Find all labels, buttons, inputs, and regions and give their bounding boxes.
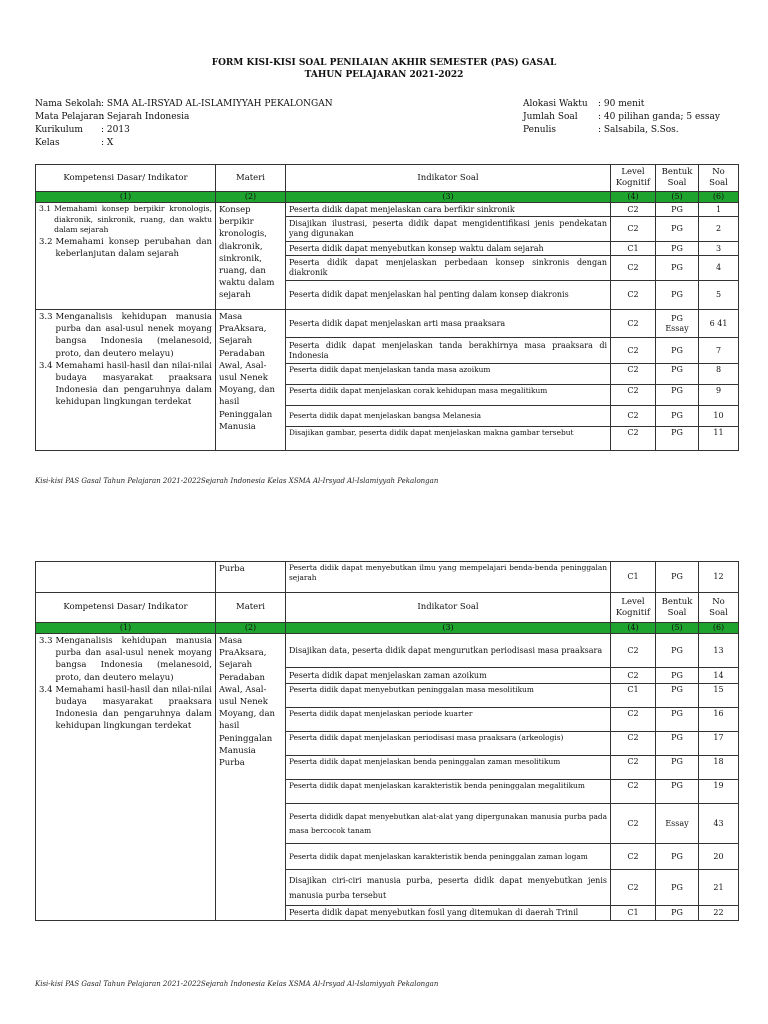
level-cell: C2 [611,406,656,427]
col-number: (2) [216,623,286,634]
kd-number: 3.3 [39,312,53,322]
level-cell: C2 [611,385,656,406]
level-cell: C2 [611,364,656,385]
no-cell: 43 [699,804,739,844]
indikator-cell: Peserta didik dapat menyebutkan ilmu yang mempelajari benda-benda peninggalan sejarah [286,562,611,593]
indikator-cell: Peserta didik dapat menyebutkan konsep waktu dalam sejarah [286,242,611,256]
kisi-kisi-table-page1 [35,164,739,451]
indikator-cell: Peserta didik dapat menjelaskan karakteristik benda peninggalan zaman logam [286,844,611,870]
carry-over-row [36,562,739,593]
no-cell: 5 [699,281,739,310]
no-cell: 22 [699,906,739,921]
indikator-cell: Peserta didik dapat menjelaskan bangsa Melanesia [286,406,611,427]
kisi-kisi-table-page2 [35,561,739,921]
bentuk-cell: PG [656,844,699,870]
indikator-cell: Peserta didik dapat menyebutkan peninggalan masa mesolitikum [286,684,611,708]
level-cell: C1 [611,562,656,593]
no-cell: 17 [699,732,739,756]
info-label: Nama Sekolah [35,99,102,109]
level-cell: C1 [611,684,656,708]
kd-text: Memahami hasil-hasil dan nilai-nilai budaya masyarakat praaksara Indonesia dan pengaruhnya dalam kehidupan lingkungan terdekat [55,684,212,732]
col-number: (5) [656,623,699,634]
bentuk-cell: PG [656,906,699,921]
indikator-cell: Peserta didik dapat menyebutkan fosil yang ditemukan di daerah Trinil [286,906,611,921]
column-number-row [36,192,739,203]
no-cell: 16 [699,708,739,732]
kd-number: 3.3 [39,636,53,646]
kd-text: Memahami hasil-hasil dan nilai-nilai budaya masyarakat praaksara Indonesia dan pengaruhnya dalam kehidupan lingkungan terdekat [55,360,212,408]
level-cell: C2 [611,732,656,756]
table-row [36,203,739,217]
col-number: (2) [216,192,286,203]
indikator-cell: Peserta didik dapat menjelaskan tanda masa azoikum [286,364,611,385]
level-cell: C2 [611,804,656,844]
indikator-cell: Peserta didik dapat menjelaskan perbedaan konsep sinkronis dengan diakronik [286,256,611,281]
indikator-cell: Peserta didik dapat menjelaskan corak kehidupan masa megalitikum [286,385,611,406]
bentuk-cell: PG [656,338,699,364]
level-cell: C2 [611,708,656,732]
col-number: (3) [286,192,611,203]
kd-cell [36,203,216,310]
bentuk-cell: PG [656,562,699,593]
school-info [35,98,333,150]
indikator-cell: Peserta dididk dapat menyebutkan alat-alat yang dipergunakan manusia purba pada masa bercocok tanam [286,804,611,844]
level-cell: C2 [611,870,656,906]
info-value: : 2013 [101,125,130,135]
kd-text: Memahami konsep perubahan dan keberlanjutan dalam sejarah [55,236,212,259]
bentuk-cell: PG [656,427,699,451]
materi-cell: Konsep berpikir kronologis, diakronik, sinkronik, ruang, dan waktu dalam sejarah [216,203,286,310]
col-header-no: No Soal [699,593,739,623]
no-cell: 8 [699,364,739,385]
col-header-level: Level Kognitif [611,593,656,623]
indikator-cell: Disajikan ilustrasi, peserta didik dapat mengidentifikasi jenis pendekatan yang digunakan [286,217,611,242]
col-header-bentuk: Bentuk Soal [656,593,699,623]
no-cell: 9 [699,385,739,406]
materi-cell: Masa PraAksara, Sejarah Peradaban Awal, Asal-usul Nenek Moyang, dan hasil Peninggalan Manusia [216,310,286,451]
bentuk-cell: PG [656,668,699,684]
indikator-cell: Disajikan gambar, peserta didik dapat menjelaskan makna gambar tersebut [286,427,611,451]
materi-cell: Purba [216,562,286,593]
page-footer: Kisi-kisi PAS Gasal Tahun Pelajaran 2021-2022Sejarah Indonesia Kelas XSMA Al-Irsyad Al-Islamiyyah Pekalongan [35,980,439,988]
no-cell: 7 [699,338,739,364]
info-label: Jumlah Soal [523,112,578,122]
no-cell: 19 [699,780,739,804]
materi-cell: Masa PraAksara, Sejarah Peradaban Awal, Asal-usul Nenek Moyang, dan hasil Peninggalan Manusia Purba [216,634,286,921]
no-cell: 14 [699,668,739,684]
bentuk-cell: PG [656,385,699,406]
info-label: Alokasi Waktu [523,99,588,109]
no-cell: 2 [699,217,739,242]
bentuk-cell: PG [656,281,699,310]
no-cell: 11 [699,427,739,451]
col-header-bentuk: Bentuk Soal [656,165,699,192]
bentuk-cell: PG [656,870,699,906]
table-row [36,310,739,338]
level-cell: C2 [611,203,656,217]
page-footer: Kisi-kisi PAS Gasal Tahun Pelajaran 2021-2022Sejarah Indonesia Kelas XSMA Al-Irsyad Al-Islamiyyah Pekalongan [35,477,439,485]
bentuk-cell: Essay [656,804,699,844]
level-cell: C2 [611,281,656,310]
level-cell: C2 [611,668,656,684]
form-subtitle: TAHUN PELAJARAN 2021-2022 [304,70,464,80]
col-number: (4) [611,192,656,203]
kd-text: Menganalisis kehidupan manusia purba dan asal-usul nenek moyang bangsa Indonesia (melanesoid, proto, dan deutero melayu) [55,312,212,359]
info-row-subject [35,111,333,124]
col-number: (1) [36,623,216,634]
kd-number: 3.2 [39,236,53,247]
no-cell: 13 [699,634,739,668]
level-cell: C2 [611,217,656,242]
col-number: (5) [656,192,699,203]
kd-number: 3.4 [39,684,53,695]
level-cell: C2 [611,310,656,338]
info-row-time [523,98,720,111]
no-cell: 6 41 [699,310,739,338]
bentuk-cell: PG [656,242,699,256]
bentuk-cell: PG [656,708,699,732]
col-header-kd: Kompetensi Dasar/ Indikator [36,593,216,623]
form-title: FORM KISI-KISI SOAL PENILAIAN AKHIR SEMESTER (PAS) GASAL [211,58,557,68]
no-cell: 10 [699,406,739,427]
info-row-count [523,111,720,124]
indikator-cell: Peserta didik dapat menjelaskan periodisasi masa praaksara (arkeologis) [286,732,611,756]
kd-cell [36,634,216,921]
bentuk-cell: PG [656,732,699,756]
indikator-cell: Peserta didik dapat menjelaskan benda peninggalan zaman mesolitikum [286,756,611,780]
indikator-cell: Peserta didik dapat menjelaskan zaman azoikum [286,668,611,684]
indikator-cell: Disajikan data, peserta didik dapat mengurutkan periodisasi masa praaksara [286,634,611,668]
bentuk-cell: PG Essay [656,310,699,338]
col-number: (4) [611,623,656,634]
info-row-school [35,98,333,111]
kd-text: Menganalisis kehidupan manusia purba dan asal-usul nenek moyang bangsa Indonesia (melanesoid, proto, dan deutero melayu) [55,636,212,683]
indikator-cell: Peserta didik dapat menjelaskan arti masa praaksara [286,310,611,338]
level-cell: C2 [611,338,656,364]
info-value: : 40 pilihan ganda; 5 essay [598,112,720,122]
col-header-indikator: Indikator Soal [286,593,611,623]
info-label: Kelas [35,138,60,148]
col-header-level: Level Kognitif [611,165,656,192]
col-header-kd: Kompetensi Dasar/ Indikator [36,165,216,192]
level-cell: C2 [611,427,656,451]
info-value: : Sejarah Indonesia [101,112,190,122]
no-cell: 18 [699,756,739,780]
info-value: : Salsabila, S.Sos. [598,125,679,135]
kd-cell-empty [36,562,216,593]
no-cell: 21 [699,870,739,906]
info-label: Mata Pelajaran [35,112,105,122]
col-number: (1) [36,192,216,203]
indikator-cell: Peserta didik dapat menjelaskan tanda berakhirnya masa praaksara di Indonesia [286,338,611,364]
no-cell: 15 [699,684,739,708]
indikator-cell: Peserta didik dapat menjelaskan karakteristik benda peninggalan megalitikum [286,780,611,804]
no-cell: 1 [699,203,739,217]
info-value: : 90 menit [598,99,645,109]
no-cell: 3 [699,242,739,256]
column-number-row [36,623,739,634]
indikator-cell: Disajikan ciri-ciri manusia purba, peserta didik dapat menyebutkan jenis manusia purba tersebut [286,870,611,906]
info-row-curriculum [35,124,333,137]
col-number: (3) [286,623,611,634]
bentuk-cell: PG [656,756,699,780]
col-header-materi: Materi [216,593,286,623]
col-number: (6) [699,623,739,634]
indikator-cell: Peserta didik dapat menjelaskan hal penting dalam konsep diakronis [286,281,611,310]
header-row [36,593,739,623]
info-label: Penulis [523,125,556,135]
bentuk-cell: PG [656,780,699,804]
header-row [36,165,739,192]
level-cell: C2 [611,756,656,780]
col-header-no: No Soal [699,165,739,192]
indikator-cell: Peserta didik dapat menjelaskan cara berfikir sinkronik [286,203,611,217]
bentuk-cell: PG [656,203,699,217]
info-row-class [35,137,333,150]
info-value: : SMA AL-IRSYAD AL-ISLAMIYYAH PEKALONGAN [101,99,333,109]
no-cell: 4 [699,256,739,281]
info-value: : X [101,138,114,148]
bentuk-cell: PG [656,406,699,427]
bentuk-cell: PG [656,256,699,281]
kd-text: Memahami konsep berpikir kronologis, diakronik, sinkronik, ruang, dan waktu dalam sejarah [54,204,212,234]
kd-number: 3.1 [39,204,52,213]
level-cell: C2 [611,256,656,281]
col-number: (6) [699,192,739,203]
exam-info [523,98,720,137]
bentuk-cell: PG [656,634,699,668]
table-row [36,634,739,668]
level-cell: C1 [611,906,656,921]
no-cell: 12 [699,562,739,593]
bentuk-cell: PG [656,217,699,242]
level-cell: C2 [611,844,656,870]
info-label: Kurikulum [35,125,83,135]
kd-cell [36,310,216,451]
kd-number: 3.4 [39,360,53,371]
level-cell: C1 [611,242,656,256]
level-cell: C2 [611,780,656,804]
level-cell: C2 [611,634,656,668]
col-header-materi: Materi [216,165,286,192]
indikator-cell: Peserta didik dapat menjelaskan periode kuarter [286,708,611,732]
bentuk-cell: PG [656,364,699,385]
no-cell: 20 [699,844,739,870]
info-row-author [523,124,720,137]
col-header-indikator: Indikator Soal [286,165,611,192]
bentuk-cell: PG [656,684,699,708]
